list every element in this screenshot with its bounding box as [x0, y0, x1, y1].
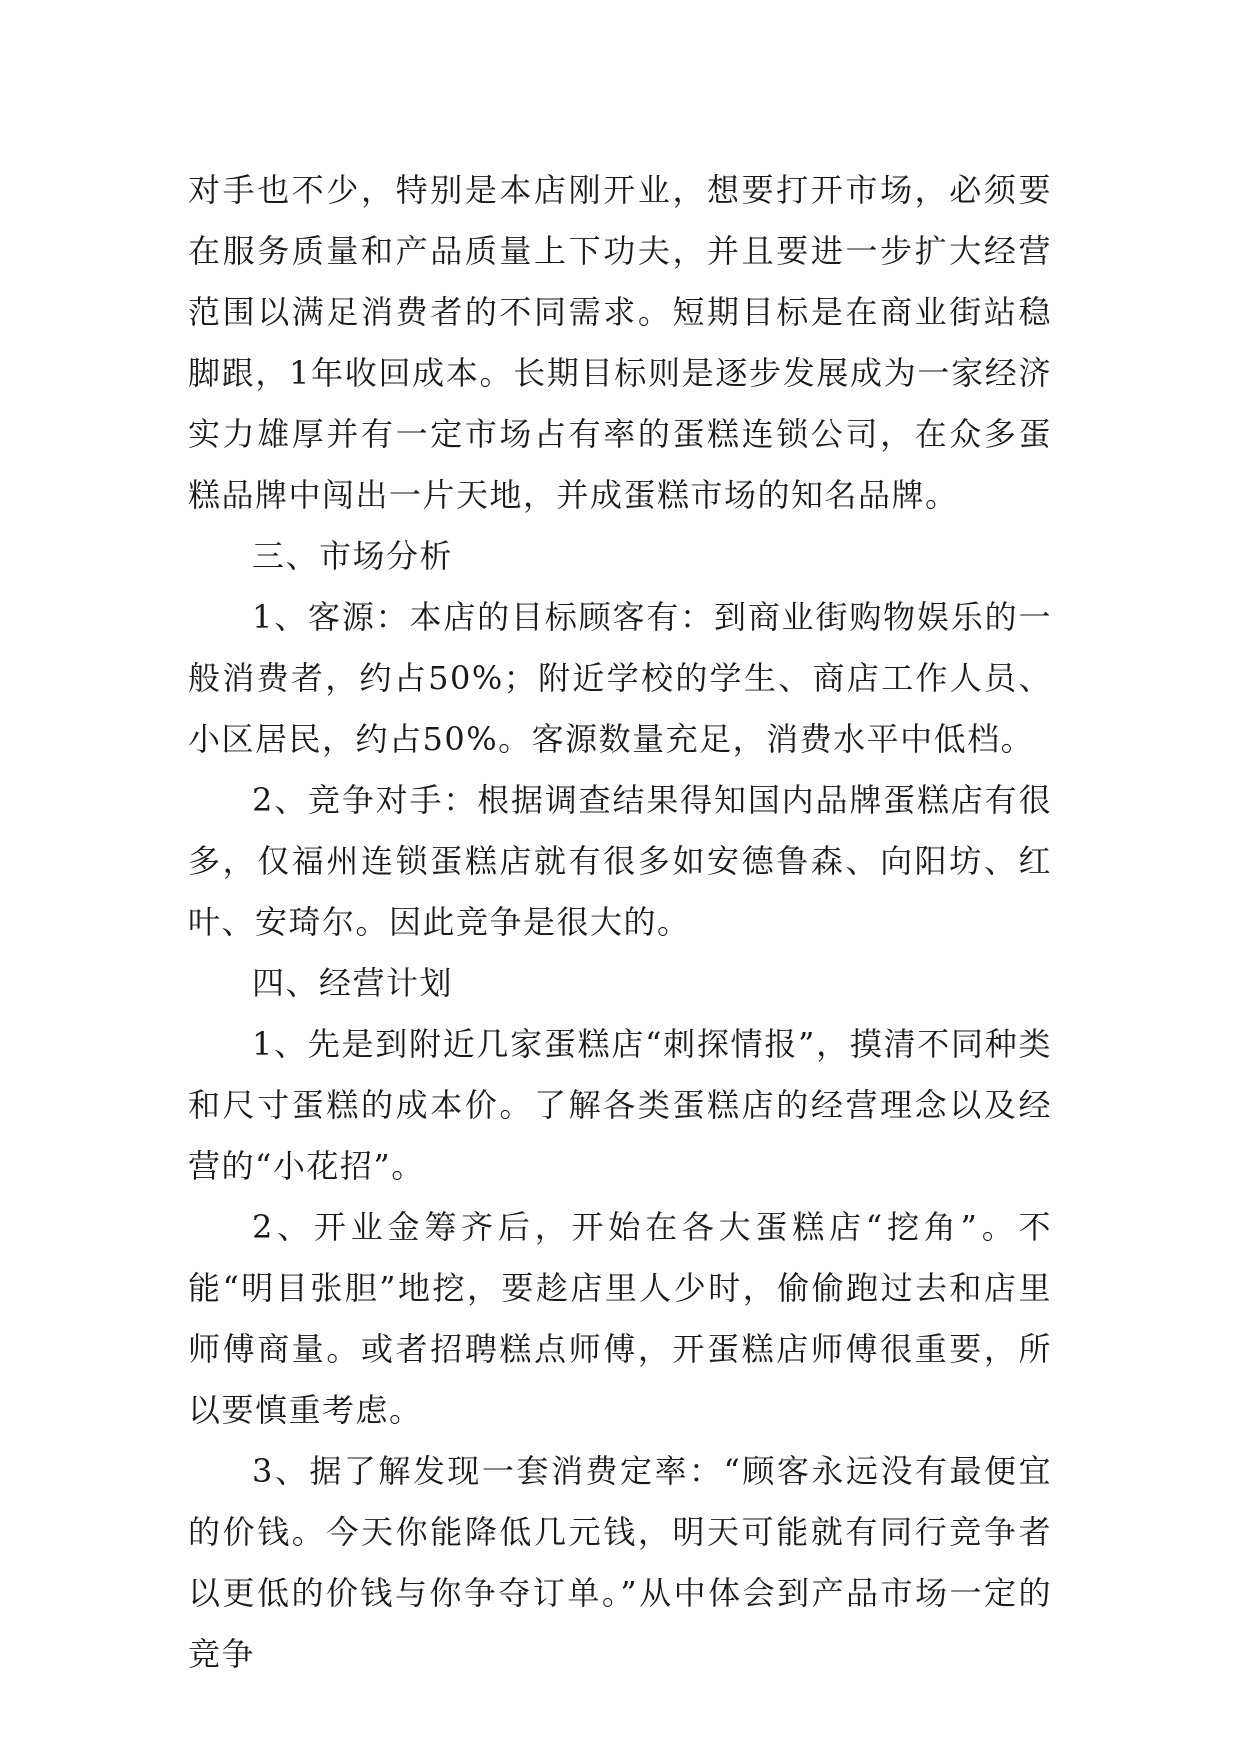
section-heading-business-plan: 四、经营计划	[252, 964, 454, 1002]
paragraph-customers: 1、客源：本店的目标顾客有：到商业街购物娱乐的一般消费者，约占50%；附近学校的学生、商店工作人员、小区居民，约占50%。客源数量充足，消费水平中低档。	[188, 598, 1052, 758]
paragraph-plan-item-1: 1、先是到附近几家蛋糕店“刺探情报”，摸清不同种类和尺寸蛋糕的成本价。了解各类蛋糕店的经营理念以及经营的“小花招”。	[188, 1025, 1052, 1185]
document-body	[188, 160, 1052, 1685]
paragraph-goals: 对手也不少，特别是本店刚开业，想要打开市场，必须要在服务质量和产品质量上下功夫，并且要进一步扩大经营范围以满足消费者的不同需求。短期目标是在商业街站稳脚跟，1年收回成本。长期目标则是逐步发展成为一家经济实力雄厚并有一定市场占有率的蛋糕连锁公司，在众多蛋糕品牌中闯出一片天地，并成蛋糕市场的知名品牌。	[188, 171, 1052, 514]
paragraph-plan-item-2: 2、开业金筹齐后，开始在各大蛋糕店“挖角”。不能“明目张胆”地挖，要趁店里人少时，偷偷跑过去和店里师傅商量。或者招聘糕点师傅，开蛋糕店师傅很重要，所以要慎重考虑。	[188, 1208, 1052, 1429]
paragraph-competitors: 2、竞争对手：根据调查结果得知国内品牌蛋糕店有很多，仅福州连锁蛋糕店就有很多如安德鲁森、向阳坊、红叶、安琦尔。因此竞争是很大的。	[188, 781, 1052, 941]
section-heading-market-analysis: 三、市场分析	[252, 537, 454, 575]
paragraph-plan-item-3: 3、据了解发现一套消费定率：“顾客永远没有最便宜的价钱。今天你能降低几元钱，明天可能就有同行竞争者以更低的价钱与你争夺订单。”从中体会到产品市场一定的竞争	[188, 1452, 1052, 1673]
